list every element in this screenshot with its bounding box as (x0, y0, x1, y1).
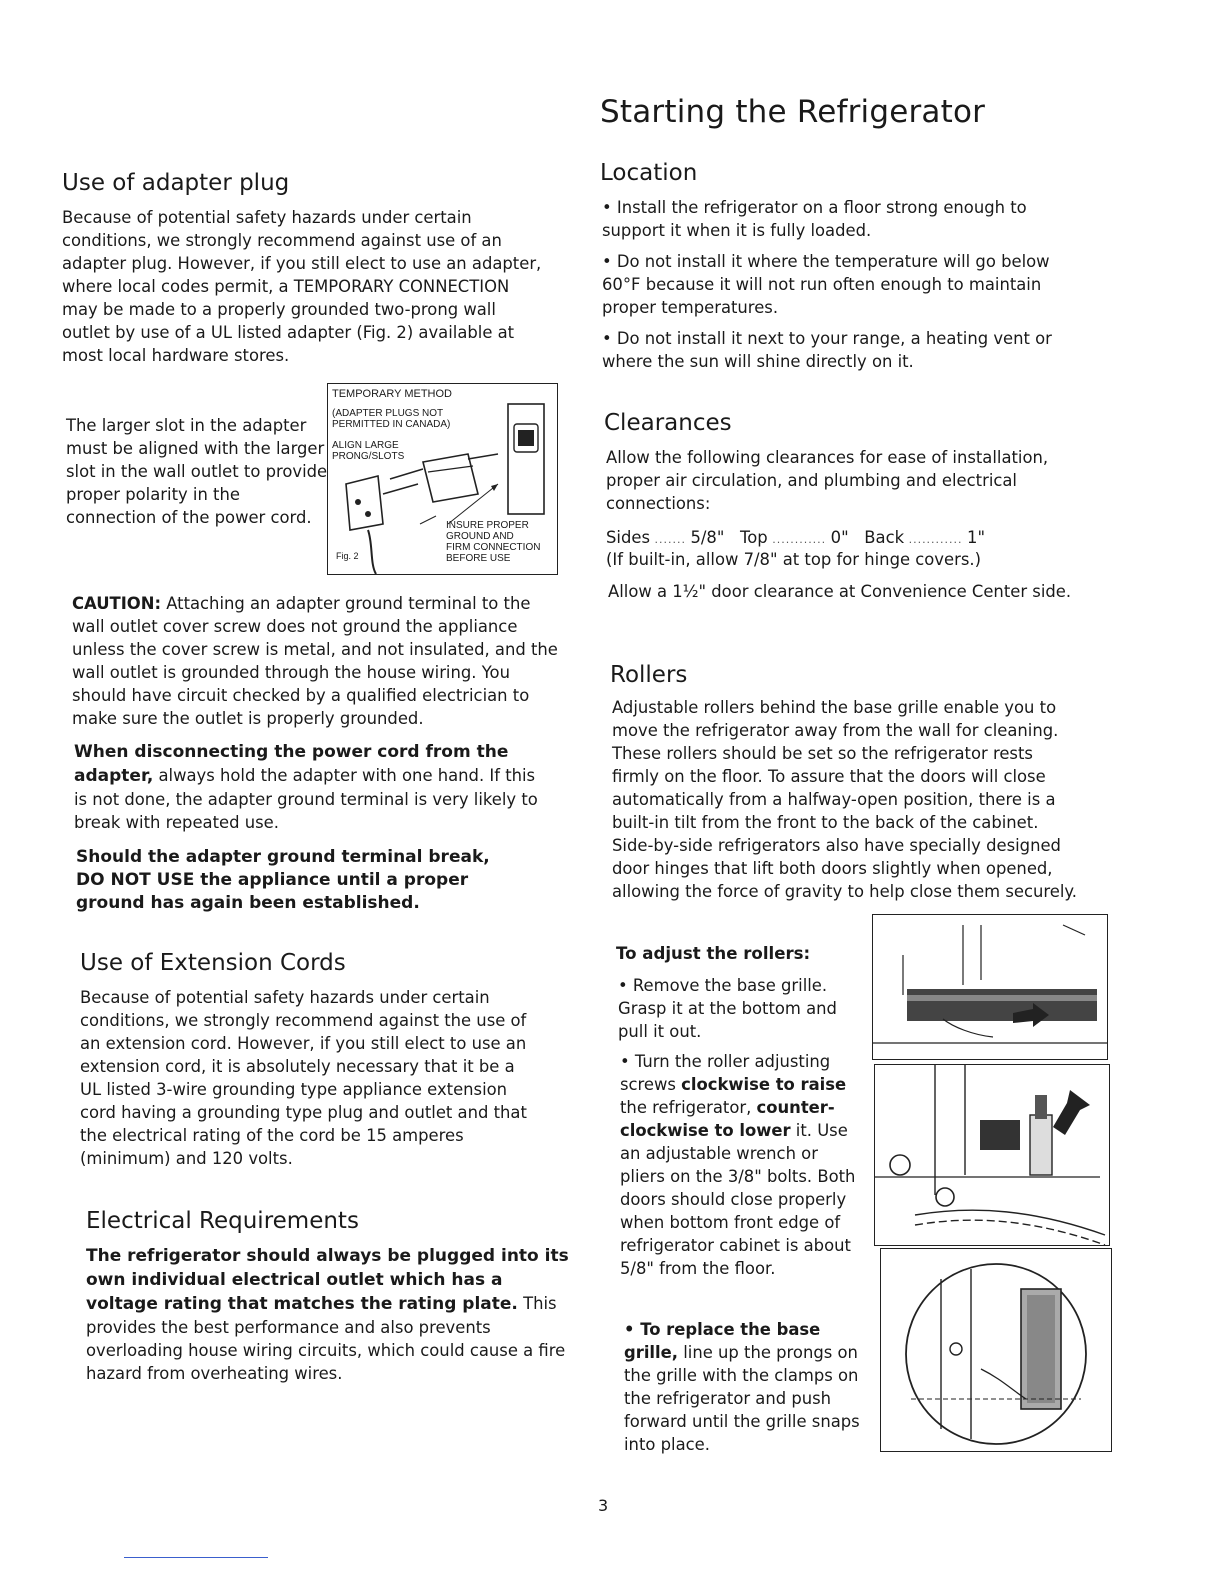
top-label: Top (740, 528, 768, 547)
page-number: 3 (598, 1496, 609, 1515)
grille-replace-illustration (881, 1249, 1111, 1451)
break-warning: Should the adapter ground terminal break, DO NOT USE the appliance until a proper ground has again been established. (76, 847, 490, 913)
electrical-paragraph (86, 1244, 572, 1385)
caution-paragraph (72, 592, 560, 730)
builtin-note: (If built-in, allow 7/8" at top for hinge covers.) (606, 550, 981, 569)
fig-ground4: BEFORE USE (446, 553, 511, 564)
base-grille-illustration (873, 915, 1107, 1059)
fig-line2: (ADAPTER PLUGS NOT (332, 408, 444, 419)
location-item: • Install the refrigerator on a floor strong enough to support it when it is fully loaded. (602, 196, 1052, 242)
fig-label: Fig. 2 (336, 551, 359, 561)
back-label: Back (864, 528, 905, 547)
back-value: 1" (967, 528, 985, 547)
adjust-heading: To adjust the rollers: (616, 944, 811, 963)
fig-align1: ALIGN LARGE (332, 440, 399, 451)
clearances-values: Sides ....... 5/8" Top ............ 0" Back ............ 1" (606, 528, 985, 547)
fig-ground1: INSURE PROPER (446, 520, 529, 531)
top-value: 0" (830, 528, 849, 547)
disconnect-paragraph (74, 740, 544, 834)
roller-adjust-figure (874, 1064, 1110, 1246)
adapter-heading: Use of adapter plug (62, 170, 290, 196)
roller-screw-illustration (875, 1065, 1109, 1245)
page-title: Starting the Refrigerator (600, 94, 986, 130)
extension-heading: Use of Extension Cords (80, 950, 346, 976)
extension-text: Because of potential safety hazards under certain conditions, we strongly recommend against the use of an extension cord. However, if you still elect to use an extension cord, it is absolutely necessary that it be a UL listed 3-wire grounding type appliance extension cord having a grounding type plug and outlet and that the electrical rating of the cord be 15 amperes (minimum) and 120 volts. (80, 988, 527, 1168)
grille-replace-figure (880, 1248, 1112, 1452)
roller-step2: • Turn the roller adjusting screws clockwise to raise the refrigerator, counter-clockwise to lower it. Use an adjustable wrench or pliers on the 3/8" bolts. Both doors should close properly when bottom front edge of refrigerator cabinet is about 5/8" from the floor. (620, 1050, 860, 1280)
disconnect-text: always hold the adapter with one hand. If this is not done, the adapter ground terminal is very likely to break with repeated use. (74, 766, 538, 832)
bottom-rule (124, 1557, 268, 1558)
fig-ground2: GROUND AND (446, 531, 514, 542)
fig-align2: PRONG/SLOTS (332, 451, 405, 462)
fig-line3: PERMITTED IN CANADA) (332, 419, 451, 430)
location-heading: Location (600, 160, 698, 186)
fig-line1: TEMPORARY METHOD (332, 388, 452, 400)
rollers-text: Adjustable rollers behind the base grille enable you to move the refrigerator away from the wall for cleaning. These rollers should be set so the refrigerator rests firmly on the floor. To assure that the doors will close automatically from a halfway-open position, there is a built-in tilt from the front to the back of the cabinet. Side-by-side refrigerators also have specially designed door hinges that lift both doors slightly when opened, allowing the force of gravity to help close them securely. (612, 698, 1077, 901)
adapter-figure (327, 383, 558, 575)
caution-text: Attaching an adapter ground terminal to the wall outlet cover screw does not ground the appliance unless the cover screw is metal, and not insulated, and the wall outlet is grounded through the house wiring. You should have circuit checked by a qualified electrician to make sure the outlet is properly grounded. (72, 594, 558, 728)
clearances-heading: Clearances (604, 410, 732, 436)
adapter-slot-text: The larger slot in the adapter must be aligned with the larger slot in the wall outlet to provide proper polarity in the connection of the power cord. (66, 416, 328, 527)
fig-ground3: FIRM CONNECTION (446, 542, 541, 553)
door-note: Allow a 1½" door clearance at Convenience Center side. (608, 582, 1072, 601)
sides-label: Sides (606, 528, 650, 547)
roller-step3: • To replace the base grille, line up the prongs on the grille with the clamps on the refrigerator and push forward until the grille snaps into place. (624, 1318, 864, 1456)
location-item: • Do not install it where the temperature will go below 60°F because it will not run often enough to maintain proper temperatures. (602, 250, 1052, 319)
electrical-text: This provides the best performance and also prevents overloading house wiring circuits, which could cause a fire hazard from overheating wires. (86, 1294, 566, 1383)
rollers-heading: Rollers (610, 662, 688, 688)
roller-step1: • Remove the base grille. Grasp it at the bottom and pull it out. (618, 974, 858, 1043)
location-item: • Do not install it next to your range, a heating vent or where the sun will shine directly on it. (602, 327, 1052, 373)
electrical-heading: Electrical Requirements (86, 1208, 359, 1234)
adapter-intro: Because of potential safety hazards under certain conditions, we strongly recommend against use of an adapter plug. However, if you still elect to use an adapter, where local codes permit, a TEMPORARY CONNECTION may be made to a properly grounded two-prong wall outlet by use of a UL listed adapter (Fig. 2) available at most local hardware stores. (62, 208, 542, 365)
location-list (602, 196, 1052, 381)
sides-value: 5/8" (690, 528, 725, 547)
clearances-text: Allow the following clearances for ease of installation, proper air circulation, and plumbing and electrical connections: (606, 448, 1049, 513)
electrical-bold: The refrigerator should always be plugged into its own individual electrical outlet which has a voltage rating that matches the rating plate. (86, 1246, 569, 1314)
grille-removal-figure (872, 914, 1108, 1060)
caution-label: CAUTION: (72, 594, 162, 613)
disconnect-bold: When disconnecting the power cord from the adapter, (74, 742, 509, 786)
